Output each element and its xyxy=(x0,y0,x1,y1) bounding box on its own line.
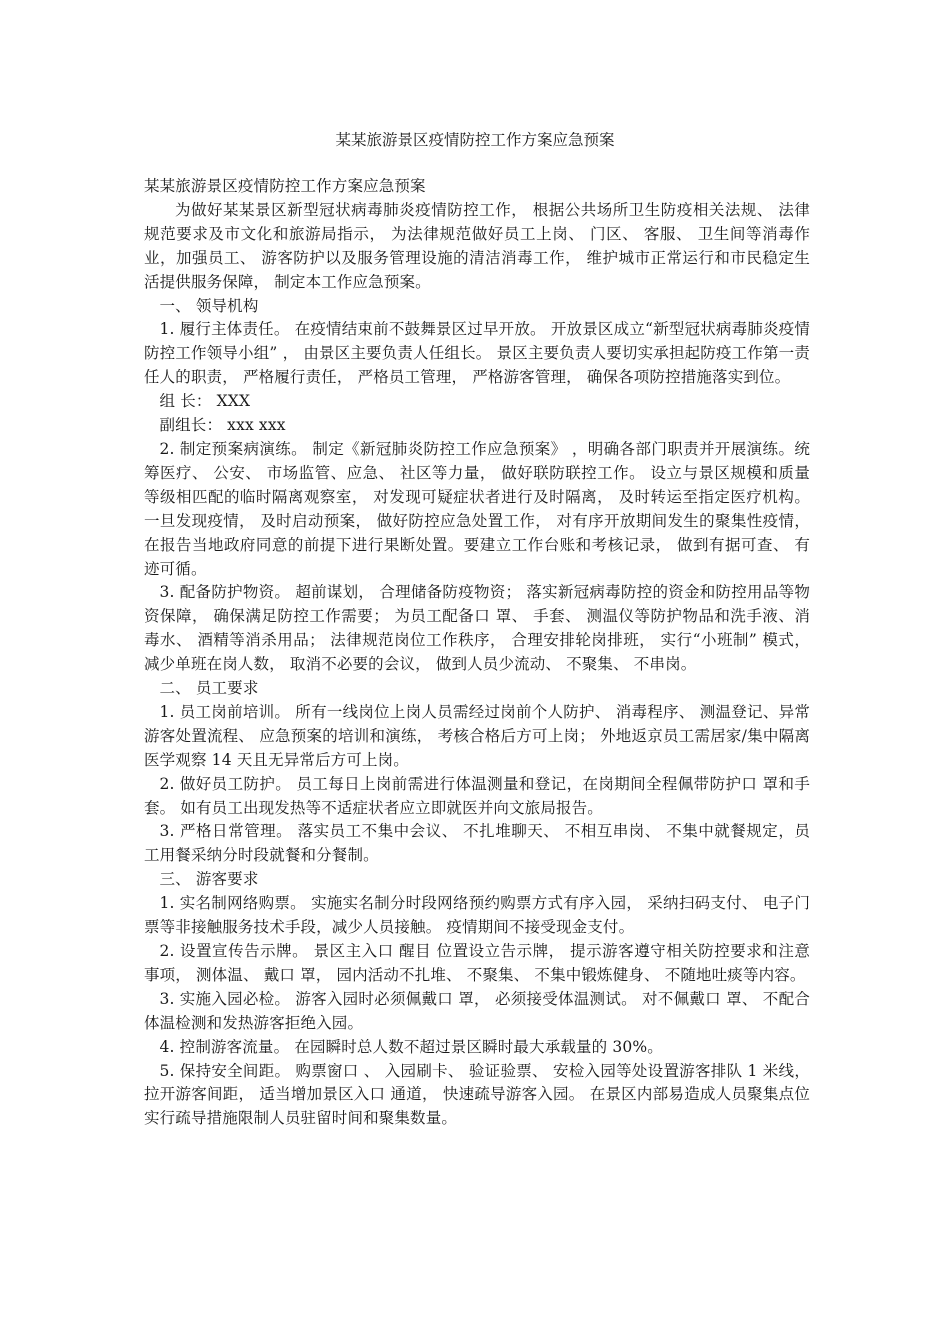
body-paragraph: 2. 设置宣传告示牌。 景区主入口 醒目 位置设立告示牌， 提示游客遵守相关防控要求和注意事项， 测体温、 戴口 罩， 园内活动不扎堆、 不聚集、 不集中锻炼健身、 不随地吐痰等内容。 xyxy=(144,942,810,984)
body-paragraph: 4. 控制游客流量。 在园瞬时总人数不超过景区瞬时最大承载量的 30%。 xyxy=(159,1037,663,1056)
subtitle-line: 某某旅游景区疫情防控工作方案应急预案 xyxy=(144,177,426,195)
body-paragraph: 3. 配备防护物资。 超前谋划， 合理储备防疫物资； 落实新冠病毒防控的资金和防控用品等物资保障， 确保满足防控工作需要； 为员工配备口 罩、 手套、 测温仪等防护物品和洗手液、消毒水、 酒精等消杀用品； 法律规范岗位工作秩序， 合理安排轮岗排班， 实行“小班制” 模式， 减少单班在岗人数， 取消不必要的会议， 做到人员少流动、 不聚集、 不串岗。 xyxy=(144,583,810,674)
body-paragraph: 1. 履行主体责任。 在疫情结束前不鼓舞景区过早开放。 开放景区成立“新型冠状病毒肺炎疫情防控工作领导小组” ， 由景区主要负责人任组长。 景区主要负责人要切实承担起防疫工作第一责任人的职责， 严格履行责任， 严格员工管理， 严格游客管理， 确保各项防控措施落实到位。 xyxy=(144,320,810,387)
section-heading: 三、 游客要求 xyxy=(159,870,259,889)
body-paragraph: 组 长： XXX xyxy=(159,392,251,411)
section-heading: 二、 员工要求 xyxy=(159,679,259,698)
intro-paragraph: 为做好某某景区新型冠状病毒肺炎疫情防控工作， 根据公共场所卫生防疫相关法规、 法律规范要求及市文化和旅游局指示， 为法律规范做好员工上岗、 门区、 客服、 卫生间等消毒作业，加强员工、 游客防护以及服务管理设施的清洁消毒工作， 维护城市正常运行和市民稳定生活提供服务保障， 制定本工作应急预案。 xyxy=(144,200,810,291)
body-paragraph: 5. 保持安全间距。 购票窗口 、 入园刷卡、 验证验票、 安检入园等处设置游客排队 1 米线， 拉开游客间距， 适当增加景区入口 通道， 快速疏导游客入园。 在景区内部易造成人员聚集点位实行疏导措施限制人员驻留时间和聚集数量。 xyxy=(144,1061,810,1128)
body-paragraph: 2. 做好员工防护。 员工每日上岗前需进行体温测量和登记，在岗期间全程佩带防护口 罩和手套。 如有员工出现发热等不适症状者应立即就医并向文旅局报告。 xyxy=(144,774,810,817)
body-paragraph: 1. 员工岗前培训。 所有一线岗位上岗人员需经过岗前个人防护、 消毒程序、 测温登记、异常游客处置流程、 应急预案的培训和演练， 考核合格后方可上岗； 外地返京员工需居家/集中隔离医学观察 14 天且无异常后方可上岗。 xyxy=(144,702,810,769)
body-paragraph: 1. 实名制网络购票。 实施实名制分时段网络预约购票方式有序入园， 采纳扫码支付、 电子门票等非接触服务技术手段，减少人员接触。 疫情期间不接受现金支付。 xyxy=(144,894,810,937)
document-title: 某某旅游景区疫情防控工作方案应急预案 xyxy=(335,131,615,149)
body-paragraph: 3. 严格日常管理。 落实员工不集中会议、 不扎堆聊天、 不相互串岗、 不集中就餐规定，员工用餐采纳分时段就餐和分餐制。 xyxy=(144,822,810,865)
body-paragraph: 副组长： xxx xxx xyxy=(159,416,286,435)
document-body xyxy=(144,175,810,1131)
body-paragraph: 2. 制定预案病演练。 制定《新冠肺炎防控工作应急预案》 ，明确各部门职责并开展演练。统筹医疗、 公安、 市场监管、应急、 社区等力量， 做好联防联控工作。 设立与景区规模和质量等级相匹配的临时隔离观察室， 对发现可疑症状者进行及时隔离， 及时转运至指定医疗机构。 一旦发现疫情， 及时启动预案， 做好防控应急处置工作， 对有序开放期间发生的聚集性疫情， 在报告当地政府同意的前提下进行果断处置。要建立工作台账和考核记录， 做到有据可查、 有迹可循。 xyxy=(144,439,810,578)
body-paragraph: 3. 实施入园必检。 游客入园时必须佩戴口 罩， 必须接受体温测试。 对不佩戴口 罩、 不配合体温检测和发热游客拒绝入园。 xyxy=(144,989,810,1032)
section-heading: 一、 领导机构 xyxy=(159,296,259,315)
